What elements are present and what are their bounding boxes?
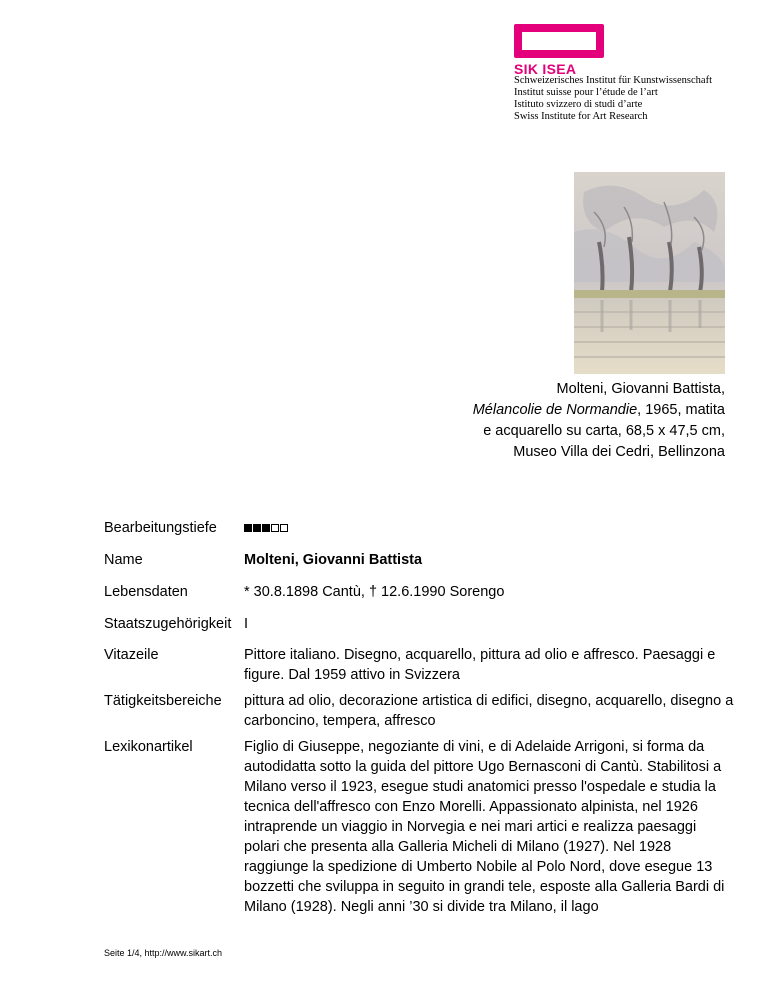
artwork-image: [574, 172, 725, 374]
value-vitazeile: Pittore italiano. Disegno, acquarello, pittura ad olio e affresco. Paesaggi e figure. Dal 1959 attivo in Svizzera: [244, 647, 716, 683]
value-staatszugehoerigkeit: I: [244, 616, 249, 632]
depth-indicator: [244, 524, 288, 532]
caption-text: [465, 400, 725, 463]
value-taetigkeitsbereiche: pittura ad olio, decorazione artistica di edifici, disegno, acquarello, disegno a carboncino, tempera, affresco: [244, 693, 734, 729]
value-lexikonartikel: Figlio di Giuseppe, negoziante di vini, e di Adelaide Arrigoni, si forma da autodidatta sotto la guida del pittore Ugo Bernasconi di Cantù. Stabilitosi a Milano verso il 1923, esegue studi anatomici presso l'ospedale e studia la tecnica dell'affresco con Enzo Morelli. Appassionato alpinista, nel 1926 intraprende un viaggio in Norvegia e nei mari artici e realizza paesaggi polari che presenta alla Galleria Micheli di Milano (1927). Nel 1928 raggiunge la spedizione di Umberto Nobile al Polo Nord, dove esegue 13 bozzetti che sviluppa in seguito in grandi tele, esposte alla Galleria Bardi di Milano (1928). Negli anni ’30 si divide tra Milano, il lago: [244, 739, 725, 915]
institute-names: [514, 75, 754, 123]
institute-name-it: Istituto svizzero di studi d’arte: [514, 99, 643, 110]
label-staatszugehoerigkeit: Staatszugehörigkeit: [104, 616, 232, 632]
depth-square-empty: [280, 524, 288, 532]
label-taetigkeitsbereiche: Tätigkeitsbereiche: [104, 693, 222, 709]
depth-square-filled: [253, 524, 261, 532]
label-lexikonartikel: Lexikonartikel: [104, 739, 193, 755]
institute-name-fr: Institut suisse pour l’étude de l’art: [514, 87, 658, 98]
depth-square-empty: [271, 524, 279, 532]
sik-isea-logo: [514, 24, 712, 122]
caption-details: , 1965, matita e acquarello su carta, 68,5 x 47,5 cm, Museo Villa dei Cedri, Bellinzona: [483, 402, 725, 460]
institute-name-en: Swiss Institute for Art Research: [514, 111, 648, 122]
label-vitazeile: Vitazeile: [104, 647, 159, 663]
artwork-caption: [465, 379, 725, 463]
logo-mark: [514, 24, 604, 58]
label-name: Name: [104, 552, 143, 568]
depth-square-filled: [262, 524, 270, 532]
page-footer: Seite 1/4, http://www.sikart.ch: [104, 948, 223, 958]
label-bearbeitungstiefe: Bearbeitungstiefe: [104, 520, 217, 536]
institute-name-de: Schweizerisches Institut für Kunstwissenschaft: [514, 75, 712, 86]
caption-artist: Molteni, Giovanni Battista,: [556, 381, 725, 397]
value-name: Molteni, Giovanni Battista: [244, 552, 423, 568]
value-bearbeitungstiefe: [244, 518, 734, 538]
depth-square-filled: [244, 524, 252, 532]
label-lebensdaten: Lebensdaten: [104, 584, 188, 600]
caption-title: Mélancolie de Normandie: [472, 402, 638, 418]
logo-name: SIK ISEA: [514, 61, 577, 77]
value-lebensdaten: * 30.8.1898 Cantù, † 12.6.1990 Sorengo: [244, 584, 505, 600]
